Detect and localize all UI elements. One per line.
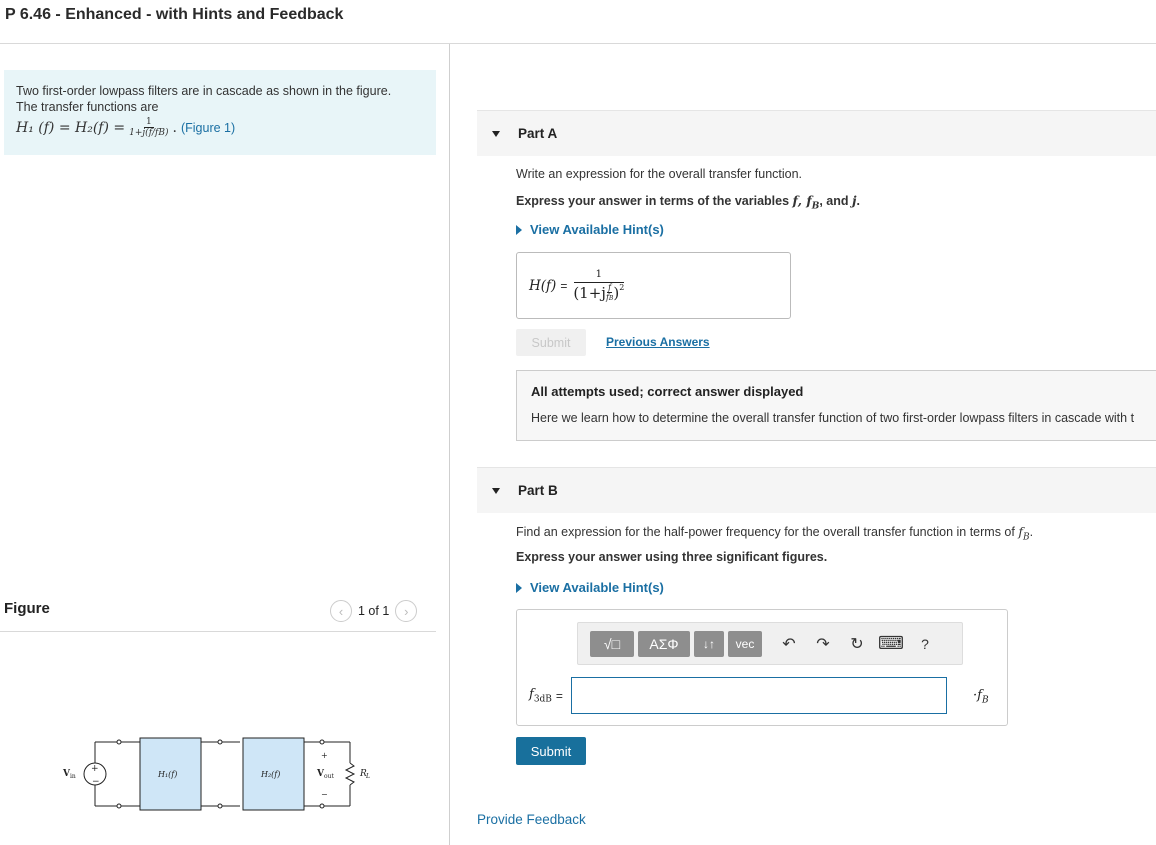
vector-button[interactable]: vec: [728, 631, 762, 657]
greek-symbols-button[interactable]: ΑΣΦ: [638, 631, 690, 657]
math-toolbar: [577, 622, 963, 665]
hint-label: View Available Hint(s): [530, 222, 664, 237]
collapse-caret-icon: [492, 131, 500, 137]
problem-statement: [4, 70, 436, 155]
tf-fraction: [127, 117, 170, 138]
part-a-instruction: Write an expression for the overall transfer function.: [516, 167, 803, 181]
f3db-answer-input[interactable]: [571, 677, 947, 714]
part-a-express: [516, 193, 860, 212]
keyboard-icon[interactable]: ⌨: [878, 633, 904, 653]
answer-unit: [973, 688, 989, 706]
express-vars: f, f: [792, 193, 812, 208]
figure-pager: [330, 600, 417, 622]
hint-label: View Available Hint(s): [530, 580, 664, 595]
part-b-instruction: [516, 524, 1033, 543]
rl-label: R: [360, 769, 367, 779]
part-a-hint-toggle[interactable]: [516, 222, 664, 237]
answer-numerator: 1: [574, 269, 624, 283]
transfer-function: H₁ (f) = H₂(f) = $\frac{1}{1+j(f/fB)}$ . (Figure 1): [16, 117, 236, 138]
unit-sub: B: [981, 695, 989, 706]
part-a-label: Part A: [518, 126, 558, 141]
part-b-submit-button[interactable]: Submit: [516, 737, 586, 765]
provide-feedback-link[interactable]: Provide Feedback: [477, 812, 586, 827]
previous-answers-link[interactable]: Previous Answers: [606, 335, 710, 349]
answer-fraction: [573, 269, 624, 303]
expand-arrow-icon: [516, 583, 522, 593]
h1-label: H₁(f): [158, 770, 178, 779]
tf-numerator: 1: [145, 117, 152, 127]
prev-figure-button[interactable]: ‹: [330, 600, 352, 622]
math-answer-editor: [516, 609, 1008, 726]
part-a-submit-button[interactable]: Submit: [516, 329, 586, 356]
tf-lhs: H₁ (f) = H₂(f) =: [16, 119, 126, 136]
part-b-hint-toggle[interactable]: [516, 580, 664, 595]
figure-divider: [0, 631, 436, 632]
part-a-answer-display: [516, 252, 791, 319]
den-pre: (1+j: [573, 283, 606, 302]
answer-equals: =: [555, 688, 563, 703]
den-inner-fraction: [606, 283, 613, 303]
vin-sub: in: [70, 773, 76, 780]
den-post: ): [613, 283, 620, 302]
den-fden: [606, 293, 613, 303]
header-divider: [0, 43, 1156, 44]
rl-sub: L: [366, 773, 370, 780]
answer-row: [529, 677, 947, 714]
intro-line-2: The transfer functions are: [16, 100, 159, 114]
answer-equals: =: [560, 278, 568, 293]
reset-icon[interactable]: ↻: [850, 635, 864, 653]
vout-minus: −: [321, 790, 328, 799]
express-text: Express your answer in terms of the variables: [516, 194, 790, 208]
express-sub: B: [811, 201, 820, 212]
express-end: .: [856, 194, 860, 208]
feedback-title: All attempts used; correct answer displayed: [531, 384, 804, 399]
cascade-circuit-diagram: [55, 728, 385, 818]
vin-label: V: [63, 769, 70, 779]
pane-divider[interactable]: [449, 44, 450, 845]
next-figure-button[interactable]: ›: [395, 600, 417, 622]
den-exponent: 2: [619, 282, 625, 292]
vout-label: V: [317, 769, 324, 779]
source-plus: +: [91, 764, 99, 774]
instruction-sub: B: [1022, 532, 1030, 543]
den-fnum: f: [608, 282, 612, 292]
part-a-header[interactable]: [477, 110, 1156, 156]
answer-lhs: [529, 687, 552, 705]
h2-label: H₂(f): [261, 770, 281, 779]
collapse-caret-icon: [492, 488, 500, 494]
instruction-var: f: [1018, 524, 1023, 539]
answer-lhs: H(f): [529, 277, 557, 294]
answer-denominator: [573, 283, 624, 303]
pager-count: 1 of 1: [358, 604, 390, 618]
expand-arrow-icon: [516, 225, 522, 235]
lhs-var: f: [529, 686, 534, 702]
redo-icon[interactable]: ↷: [816, 635, 830, 653]
instruction-text: Find an expression for the half-power frequency for the overall transfer function in terms of: [516, 525, 1015, 539]
den-fden-sub: B: [608, 294, 614, 302]
den-fden-f: f: [605, 292, 609, 302]
help-icon[interactable]: ?: [921, 635, 929, 652]
undo-icon[interactable]: ↶: [782, 635, 796, 653]
figure-heading: Figure: [4, 600, 50, 617]
instruction-end: .: [1029, 525, 1034, 539]
source-minus: −: [92, 777, 100, 787]
intro-line-1: Two first-order lowpass filters are in cascade as shown in the figure.: [16, 84, 392, 98]
figure-link[interactable]: (Figure 1): [180, 120, 236, 135]
page-title: P 6.46 - Enhanced - with Hints and Feedback: [5, 6, 344, 23]
sub-superscript-button[interactable]: ↓↑: [694, 631, 724, 657]
part-a-feedback-panel: [516, 370, 1156, 441]
vout-plus: +: [321, 751, 328, 760]
express-and: , and: [819, 194, 849, 208]
part-b-express: Express your answer using three significant figures.: [516, 550, 828, 564]
vout-sub: out: [324, 773, 334, 780]
feedback-body: Here we learn how to determine the overall transfer function of two first-order lowpass filters in cascade with t: [531, 411, 1135, 425]
part-b-label: Part B: [518, 483, 558, 498]
lhs-sub: 3dB: [533, 694, 552, 705]
templates-button[interactable]: √□: [590, 631, 634, 657]
part-b-header[interactable]: [477, 467, 1156, 513]
unit-pre: ·f: [973, 688, 982, 703]
tf-denominator: 1+j(f/fB): [129, 128, 169, 138]
express-j: j: [851, 193, 857, 208]
